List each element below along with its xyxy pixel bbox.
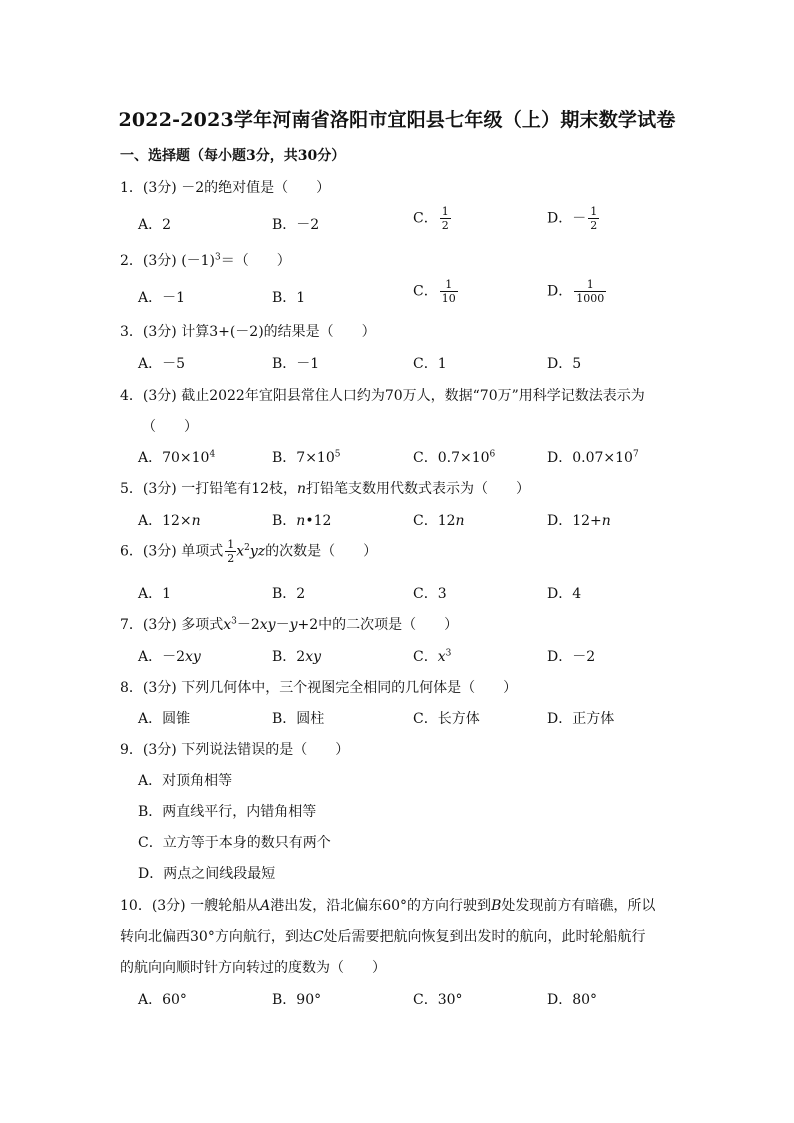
q7-option-c: C．$x^3$ — [413, 648, 452, 665]
q7-option-d: D．－2 — [547, 649, 596, 665]
q1-option-d: D．－ $\frac{1}{2}$ — [547, 205, 598, 232]
q4-option-c: C．$0.7\times 10^6$ — [413, 449, 496, 466]
q4-option-a: A．$70\times 10^4$ — [138, 449, 216, 466]
q3-option-c: C．1 — [413, 356, 447, 372]
q9-option-b: B．两直线平行，内错角相等 — [138, 804, 317, 820]
question-7-stem: 7．(3分) 多项式$x^3-2xy-y+2$中的二次项是（ ） — [120, 616, 459, 633]
question-2-stem: 2．(3分) $(-1)^3=$（ ） — [120, 252, 291, 269]
q7-option-b: B．2xy — [272, 649, 322, 665]
q9-option-c: C．立方等于本身的数只有两个 — [138, 835, 331, 851]
q6-option-d: D．4 — [547, 586, 582, 602]
q1-option-b: B．－2 — [272, 217, 320, 233]
question-5-stem: 5．(3分) 一打铅笔有12枝，n打铅笔支数用代数式表示为（ ） — [120, 481, 531, 497]
question-1-stem: 1．(3分) －2的绝对值是（ ） — [120, 180, 331, 196]
question-9-stem: 9．(3分) 下列说法错误的是（ ） — [120, 742, 350, 758]
q3-option-a: A．－5 — [138, 356, 186, 372]
q2-option-c: C． $\frac{1}{10}$ — [413, 278, 456, 305]
question-10-stem-line1: 10．(3分) 一艘轮船从A港出发，沿北偏东60°的方向行驶到B处发现前方有暗礁，所以 — [120, 898, 656, 914]
q1-option-a: A．2 — [138, 217, 172, 233]
q10-option-d: D．80° — [547, 992, 598, 1008]
q1-option-c: C． $\frac{1}{2}$ — [413, 205, 449, 232]
q2-option-d: D． $\frac{1}{1000}$ — [547, 278, 605, 305]
q2-option-a: A．－1 — [138, 290, 186, 306]
q3-option-b: B．－1 — [272, 356, 320, 372]
q4-option-b: B．$7\times 10^5$ — [272, 449, 341, 466]
q5-option-b: B．n•12 — [272, 513, 332, 529]
q6-option-c: C．3 — [413, 586, 447, 602]
q6-option-b: B．2 — [272, 586, 306, 602]
section-heading: 一、选择题（每小题3分，共30分） — [120, 148, 346, 164]
q3-option-d: D．5 — [547, 356, 582, 372]
q10-option-b: B．90° — [272, 992, 322, 1008]
q8-option-c: C．长方体 — [413, 711, 480, 727]
q2-option-b: B．1 — [272, 290, 306, 306]
q7-option-a: A．－2xy — [138, 649, 201, 665]
question-8-stem: 8．(3分) 下列几何体中，三个视图完全相同的几何体是（ ） — [120, 680, 518, 696]
q5-option-a: A．12×n — [138, 513, 201, 529]
q5-option-c: C．12n — [413, 513, 465, 529]
q5-option-d: D．12+n — [547, 513, 611, 529]
q9-option-a: A．对顶角相等 — [138, 773, 233, 789]
question-10-stem-line3: 的航向向顺时针方向转过的度数为（ ） — [120, 960, 386, 976]
q9-option-d: D．两点之间线段最短 — [138, 866, 276, 882]
question-4-stem: 4．(3分) 截止2022年宜阳县常住人口约为70万人，数据“70万”用科学记数法表示为 — [120, 388, 645, 404]
question-3-stem: 3．(3分) 计算3+(－2)的结果是（ ） — [120, 324, 376, 340]
question-10-stem-line2: 转向北偏西30°方向航行，到达C处后需要把航向恢复到出发时的航向，此时轮船航行 — [120, 929, 646, 945]
question-6-stem: 6．(3分) 单项式 $\frac{1}{2}$ $x^2yz$的次数是（ ） — [120, 538, 378, 565]
q8-option-b: B．圆柱 — [272, 711, 325, 727]
q8-option-a: A．圆锥 — [138, 711, 191, 727]
q10-option-a: A．60° — [138, 992, 187, 1008]
q10-option-c: C．30° — [413, 992, 463, 1008]
page-title: 2022-2023学年河南省洛阳市宜阳县七年级（上）期末数学试卷 — [118, 109, 676, 131]
q6-option-a: A．1 — [138, 586, 172, 602]
q8-option-d: D．正方体 — [547, 711, 615, 727]
question-4-stem-cont: （ ） — [142, 419, 198, 435]
q4-option-d: D．$0.07\times 10^7$ — [547, 449, 639, 466]
